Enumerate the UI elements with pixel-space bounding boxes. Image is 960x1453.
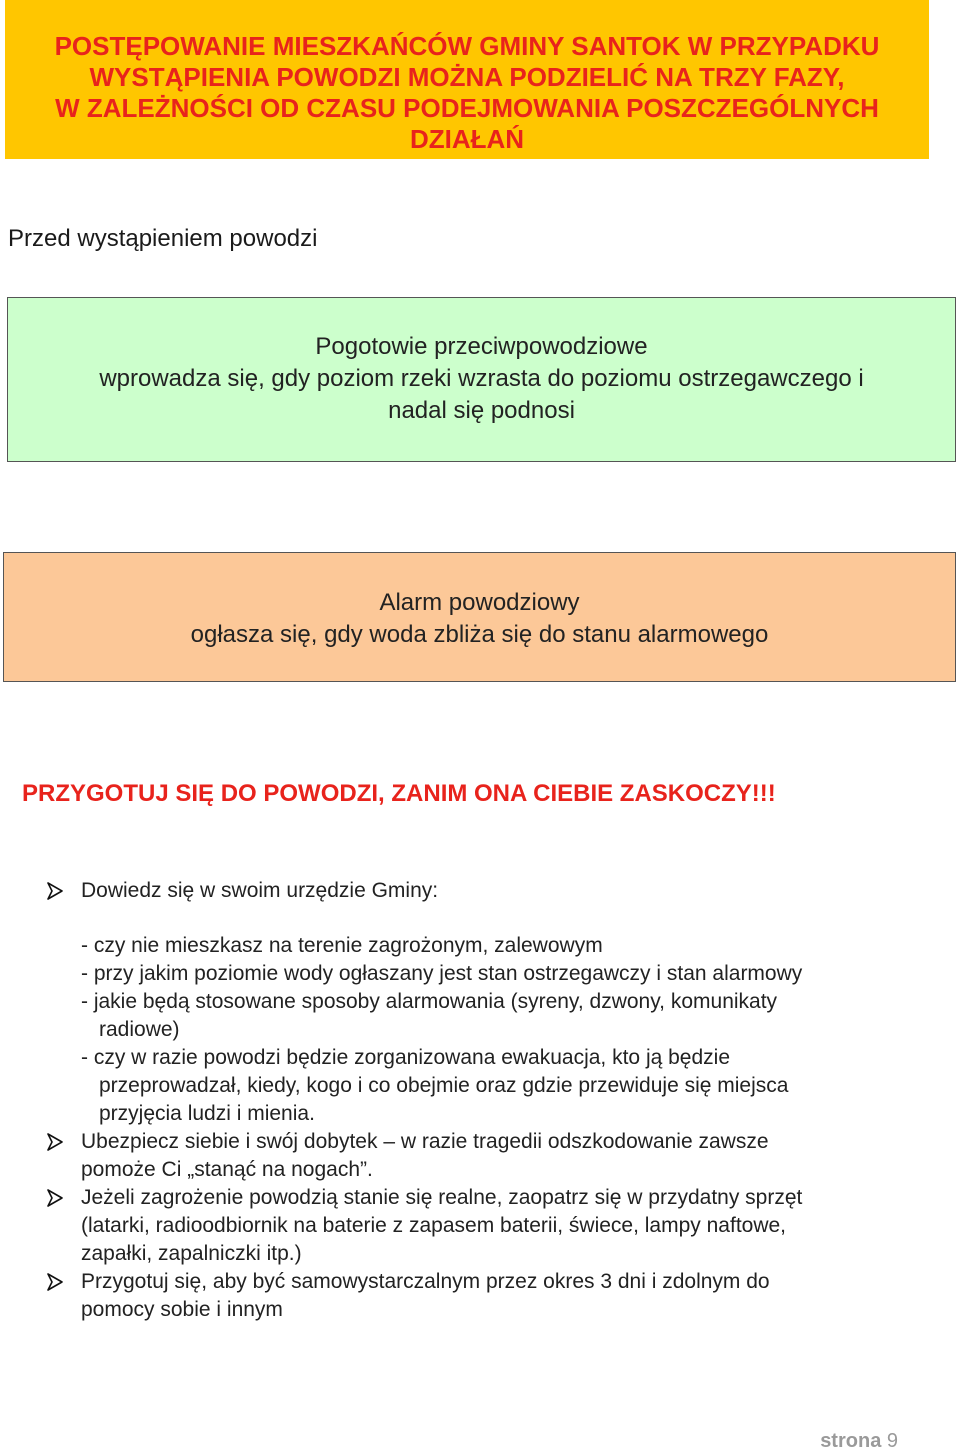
bullet-text-line: Jeżeli zagrożenie powodzią stanie się realne, zaopatrz się w przydatny sprzęt [81,1186,803,1209]
arrowhead-bullet-icon [46,1273,64,1291]
phase-title: Pogotowie przeciwpowodziowe [315,333,648,360]
arrowhead-bullet-icon [46,1189,64,1207]
page-footer [820,1430,898,1453]
sub-item-line: przeprowadzał, kiedy, kogo i co obejmie oraz gdzie przewiduje się miejsca [99,1074,789,1097]
bullet-text-line: pomocy sobie i innym [81,1298,283,1321]
title-line: WYSTĄPIENIA POWODZI MOŻNA PODZIELIĆ NA TRZY FAZY, [89,62,845,92]
phase-description-line: nadal się podnosi [388,397,575,424]
sub-item-line: - przy jakim poziomie wody ogłaszany jest stan ostrzegawczy i stan alarmowy [81,962,803,985]
bullet-text-line: Przygotuj się, aby być samowystarczalnym przez okres 3 dni i zdolnym do [81,1270,770,1293]
bullet-text-line: zapałki, zapalniczki itp.) [81,1242,302,1265]
section-heading: Przed wystąpieniem powodzi [8,225,318,252]
bullet-text-line: Ubezpiecz siebie i swój dobytek – w razie tragedii odszkodowanie zawsze [81,1130,769,1153]
arrowhead-bullet-icon [46,882,64,900]
phase-description-line: ogłasza się, gdy woda zbliża się do stanu alarmowego [190,621,769,648]
sub-item-line: - czy w razie powodzi będzie zorganizowana ewakuacja, kto ją będzie [81,1046,731,1069]
alarm-phase-box [3,552,956,682]
sub-item-line: przyjęcia ludzi i mienia. [99,1102,315,1125]
alert-phase-box [7,297,956,462]
page-number: 9 [886,1430,898,1452]
phase-description-line: wprowadza się, gdy poziom rzeki wzrasta do poziomu ostrzegawczego i [99,365,864,392]
bullet-text-line: (latarki, radioodbiornik na baterie z zapasem baterii, świece, lampy naftowe, [81,1214,787,1237]
slogan: PRZYGOTUJ SIĘ DO POWODZI, ZANIM ONA CIEBIE ZASKOCZY!!! [22,780,776,807]
sub-item-line: - czy nie mieszkasz na terenie zagrożonym, zalewowym [81,934,603,957]
bullet-text-line: Dowiedz się w swoim urzędzie Gminy: [81,879,439,902]
title-line: DZIAŁAŃ [409,124,525,154]
phase-title: Alarm powodziowy [379,589,580,616]
bullet-text-line: pomoże Ci „stanąć na nogach”. [81,1158,373,1181]
sub-item-line: radiowe) [99,1018,180,1041]
title-line: POSTĘPOWANIE MIESZKAŃCÓW GMINY SANTOK W PRZYPADKU [54,31,880,61]
sub-item-line: - jakie będą stosowane sposoby alarmowania (syreny, dzwony, komunikaty [81,990,778,1013]
page-label: strona [820,1430,882,1452]
title-line: W ZALEŻNOŚCI OD CZASU PODEJMOWANIA POSZCZEGÓLNYCH [55,93,879,123]
title-banner [5,0,929,159]
arrowhead-bullet-icon [46,1133,64,1151]
